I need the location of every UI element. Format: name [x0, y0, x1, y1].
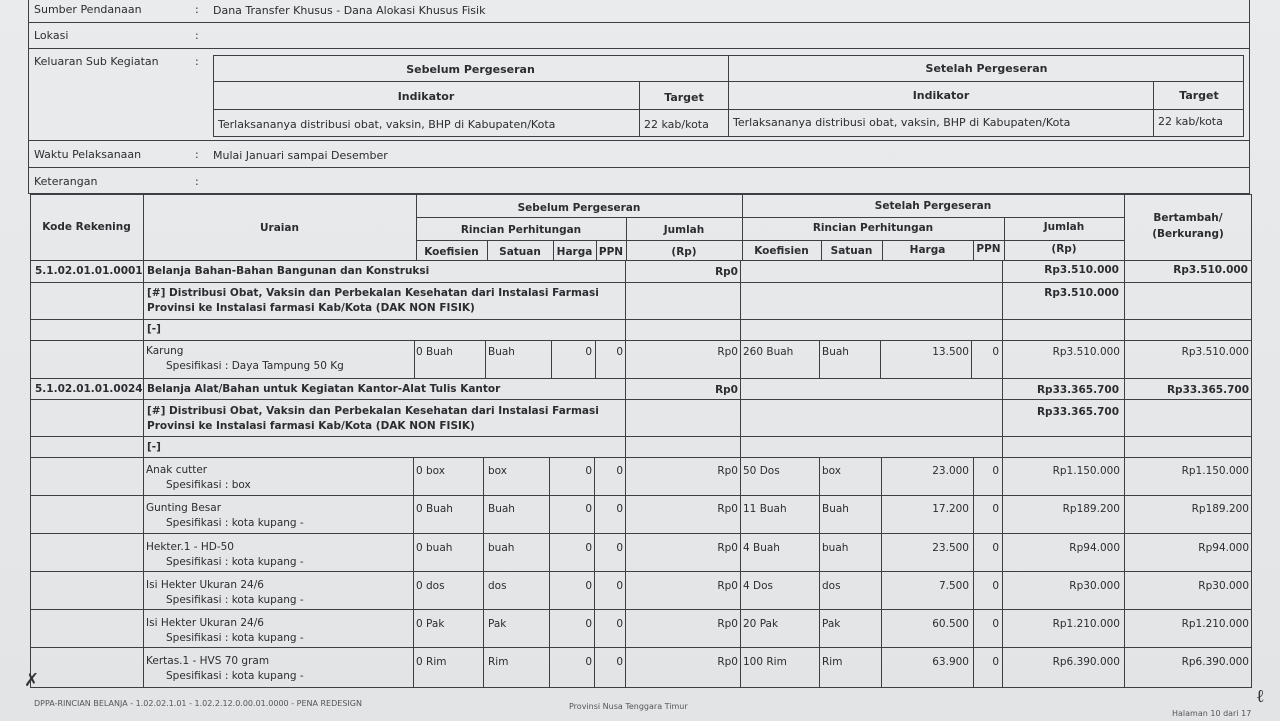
item-jumlah-before: Rp0 [717, 503, 738, 515]
item-jumlah-before: Rp0 [717, 542, 738, 554]
item-ppn-before: 0 [616, 346, 623, 358]
item-diff: Rp6.390.000 [1181, 656, 1249, 668]
item-diff: Rp1.150.000 [1181, 465, 1249, 477]
item-name: Isi Hekter Ukuran 24/6 [146, 579, 264, 591]
item-koef-after: 50 Dos [743, 465, 780, 477]
footer-center: Provinsi Nusa Tenggara Timur [569, 702, 688, 711]
handwritten-mark-left: ✗ [24, 670, 40, 691]
item-harga-before: 0 [585, 465, 592, 477]
footer-right: Halaman 10 dari 17 [1172, 709, 1252, 718]
sub2-marker: [-] [147, 441, 161, 453]
keluaran-colon: : [195, 55, 199, 68]
waktu-value: Mulai Januari sampai Desember [213, 149, 388, 162]
item-jumlah-after: Rp3.510.000 [1052, 346, 1120, 358]
acc1-name: Belanja Bahan-Bahan Bangunan dan Konstruksi [147, 265, 430, 277]
waktu-colon: : [195, 148, 199, 161]
header-kode: Kode Rekening [42, 221, 131, 233]
item-spec: Spesifikasi : Daya Tampung 50 Kg [166, 360, 344, 372]
item-ppn-before: 0 [616, 656, 623, 668]
acc1-code: 5.1.02.01.01.0001 [35, 265, 143, 277]
keluaran-after-target-label: Target [1179, 89, 1219, 102]
item-satuan-after: Buah [822, 346, 849, 358]
keluaran-after-target: 22 kab/kota [1158, 115, 1223, 128]
item-ppn-after: 0 [992, 542, 999, 554]
item-satuan-before: dos [488, 580, 507, 592]
item-jumlah-after: Rp30.000 [1069, 580, 1120, 592]
item-ppn-after: 0 [992, 346, 999, 358]
item-ppn-after: 0 [992, 618, 999, 630]
lokasi-label: Lokasi [34, 29, 69, 42]
keluaran-after-header: Setelah Pergeseran [925, 62, 1048, 75]
item-harga-after: 63.900 [932, 656, 969, 668]
item-jumlah-after: Rp1.210.000 [1052, 618, 1120, 630]
item-ppn-after: 0 [992, 656, 999, 668]
item-spec: Spesifikasi : kota kupang - [166, 670, 304, 682]
item-satuan-before: Rim [488, 656, 509, 668]
item-ppn-after: 0 [992, 580, 999, 592]
item-koef-after: 11 Buah [743, 503, 787, 515]
item-harga-before: 0 [585, 542, 592, 554]
item-satuan-after: Buah [822, 503, 849, 515]
item-jumlah-after: Rp1.150.000 [1052, 465, 1120, 477]
footer-left: DPPA-RINCIAN BELANJA - 1.02.02.1.01 - 1.02.2.12.0.00.01.0000 - PENA REDESIGN [34, 699, 362, 708]
keluaran-label: Keluaran Sub Kegiatan [34, 55, 159, 68]
item-jumlah-after: Rp6.390.000 [1052, 656, 1120, 668]
header-sebelum: Sebelum Pergeseran [517, 202, 641, 214]
item-ppn-before: 0 [616, 542, 623, 554]
item-satuan-after: Pak [822, 618, 841, 630]
sub1-marker: [-] [147, 323, 161, 335]
sumber-colon: : [195, 3, 199, 16]
item-koef-after: 100 Rim [743, 656, 787, 668]
acc2-code: 5.1.02.01.01.0024 [35, 383, 143, 395]
keluaran-before-indikator-label: Indikator [397, 90, 455, 103]
item-spec: Spesifikasi : kota kupang - [166, 517, 304, 529]
item-diff: Rp189.200 [1191, 503, 1249, 515]
item-harga-after: 13.500 [932, 346, 969, 358]
acc1-after: Rp3.510.000 [1044, 264, 1119, 276]
item-name: Gunting Besar [146, 502, 222, 514]
header-ppn-before: PPN [598, 246, 624, 258]
item-diff: Rp1.210.000 [1181, 618, 1249, 630]
header-bertambah: Bertambah/ [1153, 212, 1223, 224]
item-name: Karung [146, 345, 184, 357]
item-satuan-after: box [822, 465, 841, 477]
sumber-label: Sumber Pendanaan [34, 3, 142, 16]
grp1-line1: [#] Distribusi Obat, Vaksin dan Perbekalan Kesehatan dari Instalasi Farmasi [147, 287, 599, 299]
header-harga-after: Harga [909, 244, 946, 256]
item-satuan-after: buah [822, 542, 849, 554]
item-koef-before: 0 buah [416, 542, 453, 554]
item-satuan-before: buah [488, 542, 515, 554]
acc2-after: Rp33.365.700 [1036, 384, 1119, 396]
acc2-name: Belanja Alat/Bahan untuk Kegiatan Kantor-Alat Tulis Kantor [147, 383, 501, 395]
item-name: Kertas.1 - HVS 70 gram [146, 655, 270, 667]
item-koef-before: 0 Pak [416, 618, 445, 630]
header-berkurang: (Berkurang) [1152, 228, 1224, 240]
item-jumlah-before: Rp0 [717, 465, 738, 477]
item-koef-before: 0 box [416, 465, 445, 477]
waktu-label: Waktu Pelaksanaan [34, 148, 142, 161]
header-rincian-before: Rincian Perhitungan [460, 224, 582, 236]
item-koef-before: 0 Rim [416, 656, 447, 668]
item-koef-before: 0 Buah [416, 503, 453, 515]
item-diff: Rp94.000 [1198, 542, 1249, 554]
item-satuan-before: Buah [488, 346, 515, 358]
acc2-before: Rp0 [715, 384, 738, 396]
header-satuan-before: Satuan [499, 246, 541, 258]
grp1-after: Rp3.510.000 [1044, 287, 1119, 299]
grp2-after: Rp33.365.700 [1036, 406, 1119, 418]
item-harga-before: 0 [585, 346, 592, 358]
item-name: Anak cutter [146, 464, 208, 476]
item-harga-before: 0 [585, 618, 592, 630]
item-diff: Rp3.510.000 [1181, 346, 1249, 358]
item-koef-after: 260 Buah [743, 346, 794, 358]
item-ppn-after: 0 [992, 465, 999, 477]
item-ppn-before: 0 [616, 465, 623, 477]
header-koefisien-before: Koefisien [424, 246, 479, 258]
keluaran-before-target: 22 kab/kota [644, 118, 709, 131]
keluaran-before-target-label: Target [664, 91, 704, 104]
item-satuan-before: box [488, 465, 507, 477]
keluaran-before-indikator: Terlaksananya distribusi obat, vaksin, BHP di Kabupaten/Kota [218, 118, 556, 131]
header-ppn-after: PPN [976, 243, 1001, 255]
item-spec: Spesifikasi : kota kupang - [166, 556, 304, 568]
item-spec: Spesifikasi : box [166, 479, 251, 491]
header-satuan-after: Satuan [830, 245, 873, 257]
item-spec: Spesifikasi : kota kupang - [166, 632, 304, 644]
keterangan-label: Keterangan [34, 175, 98, 188]
keterangan-colon: : [195, 175, 199, 188]
acc2-diff: Rp33.365.700 [1166, 384, 1249, 396]
item-koef-after: 4 Buah [743, 542, 780, 554]
acc1-before: Rp0 [715, 266, 738, 278]
item-ppn-before: 0 [616, 618, 623, 630]
item-name: Isi Hekter Ukuran 24/6 [146, 617, 264, 629]
grp2-line2: Provinsi ke Instalasi farmasi Kab/Kota (DAK NON FISIK) [147, 420, 475, 432]
item-koef-after: 20 Pak [743, 618, 779, 630]
item-koef-after: 4 Dos [743, 580, 773, 592]
keluaran-after-indikator-label: Indikator [912, 89, 970, 102]
item-harga-before: 0 [585, 503, 592, 515]
handwritten-mark-right: ℓ [1256, 686, 1265, 707]
header-jumlah-after: Jumlah [1043, 221, 1085, 233]
header-rp-before: (Rp) [671, 246, 697, 258]
item-satuan-after: dos [822, 580, 841, 592]
item-satuan-before: Pak [488, 618, 507, 630]
header-rp-after: (Rp) [1051, 243, 1077, 255]
item-harga-after: 23.000 [932, 465, 969, 477]
item-harga-before: 0 [585, 656, 592, 668]
keluaran-after-indikator: Terlaksananya distribusi obat, vaksin, BHP di Kabupaten/Kota [733, 116, 1071, 129]
item-harga-after: 23.500 [932, 542, 969, 554]
item-harga-after: 60.500 [932, 618, 969, 630]
item-ppn-before: 0 [616, 580, 623, 592]
item-name: Hekter.1 - HD-50 [146, 541, 234, 553]
item-satuan-before: Buah [488, 503, 515, 515]
header-koefisien-after: Koefisien [754, 245, 809, 257]
item-diff: Rp30.000 [1198, 580, 1249, 592]
grp1-line2: Provinsi ke Instalasi farmasi Kab/Kota (DAK NON FISIK) [147, 302, 475, 314]
acc1-diff: Rp3.510.000 [1173, 264, 1248, 276]
item-jumlah-after: Rp189.200 [1062, 503, 1120, 515]
item-harga-after: 7.500 [938, 580, 969, 592]
item-ppn-before: 0 [616, 503, 623, 515]
header-uraian: Uraian [260, 222, 299, 234]
item-koef-before: 0 dos [416, 580, 445, 592]
item-jumlah-before: Rp0 [717, 346, 738, 358]
header-jumlah-before: Jumlah [663, 224, 705, 236]
item-jumlah-before: Rp0 [717, 656, 738, 668]
item-harga-before: 0 [585, 580, 592, 592]
header-setelah: Setelah Pergeseran [874, 200, 992, 212]
item-koef-before: 0 Buah [416, 346, 453, 358]
header-harga-before: Harga [556, 246, 593, 258]
lokasi-colon: : [195, 29, 199, 42]
item-ppn-after: 0 [992, 503, 999, 515]
item-spec: Spesifikasi : kota kupang - [166, 594, 304, 606]
sumber-value: Dana Transfer Khusus - Dana Alokasi Khusus Fisik [213, 4, 486, 17]
grp2-line1: [#] Distribusi Obat, Vaksin dan Perbekalan Kesehatan dari Instalasi Farmasi [147, 405, 599, 417]
keluaran-before-header: Sebelum Pergeseran [406, 63, 535, 76]
header-rincian-after: Rincian Perhitungan [812, 222, 934, 234]
item-jumlah-before: Rp0 [717, 618, 738, 630]
item-jumlah-before: Rp0 [717, 580, 738, 592]
item-satuan-after: Rim [822, 656, 843, 668]
item-harga-after: 17.200 [932, 503, 969, 515]
item-jumlah-after: Rp94.000 [1069, 542, 1120, 554]
